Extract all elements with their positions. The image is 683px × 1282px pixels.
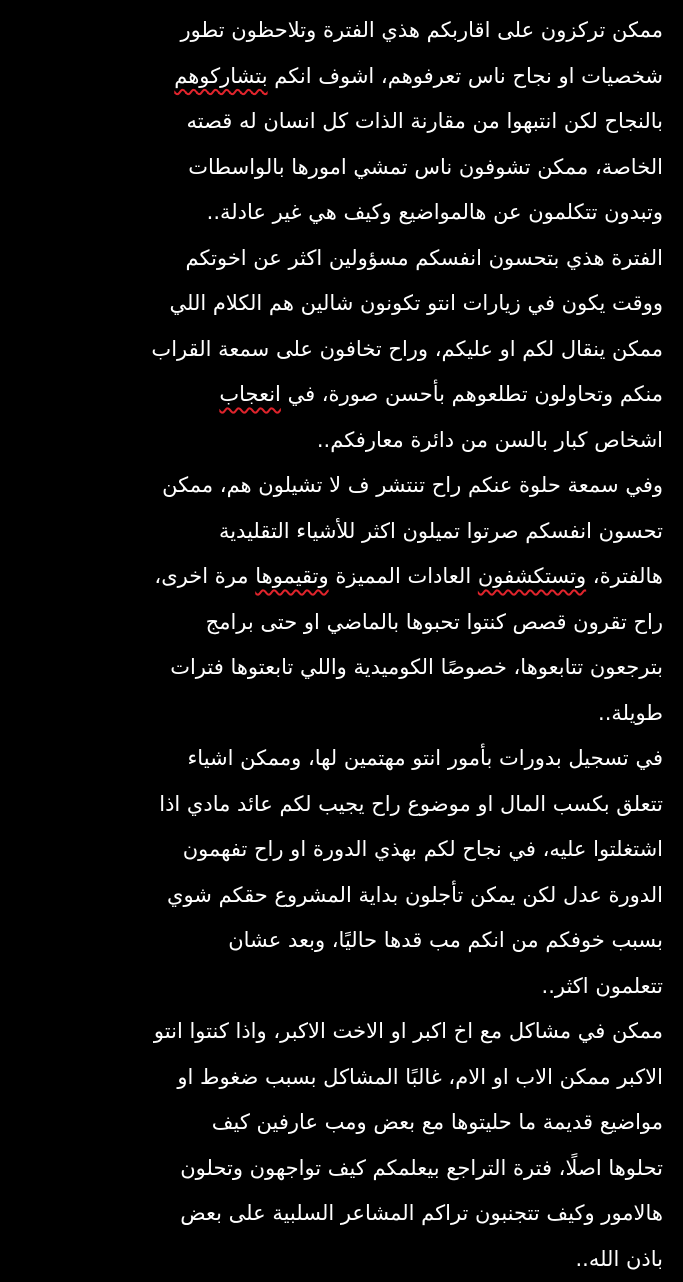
text-line [20,463,663,509]
note-text-view[interactable] [20,8,663,1200]
text-segment: الفترة هذي بتحسون انفسكم مسؤولين اكثر عن اخوتكم [186,246,663,270]
text-segment: طويلة.. [598,701,663,725]
text-segment: ممكن تركزون على اقاربكم هذي الفترة وتلاحظون تطور [181,18,663,42]
text-segment: راح تقرون قصص كنتوا تحبوها بالماضي او حتى برامج [206,610,663,634]
text-segment: العادات المميزة [329,564,478,588]
text-line [20,600,663,646]
text-segment: بترجعون تتابعوها، خصوصًا الكوميدية واللي تابعتوها فترات [170,655,663,679]
text-segment: شخصيات او نجاح ناس تعرفوهم، اشوف انكم [268,64,663,88]
text-line [20,54,663,100]
text-line [20,782,663,828]
text-line [20,1191,663,1237]
text-line [20,99,663,145]
text-segment: هالفترة، [586,564,663,588]
misspelled-word[interactable]: وتستكشفون [478,564,586,588]
text-line [20,964,663,1010]
text-segment: الدورة عدل لكن يمكن تأجلون بداية المشروع حقكم شوي [167,883,663,907]
text-segment: تحسون انفسكم صرتوا تميلون اكثر للأشياء التقليدية [219,519,663,543]
text-segment: مواضيع قديمة ما حليتوها مع بعض ومب عارفين كيف [212,1110,663,1134]
text-segment: في تسجيل بدورات بأمور انتو مهتمين لها، وممكن اشياء [187,746,663,770]
text-segment: بسبب خوفكم من انكم مب قدها حاليًا، وبعد عشان [228,928,663,952]
text-segment: ووقت يكون في زيارات انتو تكونون شالين هم الكلام اللي [170,291,664,315]
text-segment: اشتغلتوا عليه، في نجاح لكم بهذي الدورة او راح تفهمون [183,837,663,861]
text-line [20,509,663,555]
text-line [20,918,663,964]
text-line [20,1055,663,1101]
text-line [20,827,663,873]
text-segment: منكم وتحاولون تطلعوهم بأحسن صورة، في [281,382,663,406]
text-segment: الاكبر ممكن الاب او الام، غالبًا المشاكل بسبب ضغوط او [177,1065,663,1089]
text-segment: الخاصة، ممكن تشوفون ناس تمشي امورها بالواسطات [188,155,663,179]
text-line [20,736,663,782]
text-segment: بالنجاح لكن انتبهوا من مقارنة الذات كل انسان له قصته [186,109,663,133]
text-line [20,145,663,191]
text-line [20,1100,663,1146]
text-line [20,236,663,282]
text-line [20,418,663,464]
text-line [20,8,663,54]
text-segment: هالامور وكيف تتجنبون تراكم المشاعر السلبية على بعض [180,1201,663,1225]
misspelled-word[interactable]: انعجاب [219,382,281,406]
text-segment: تتعلمون اكثر.. [542,974,663,998]
text-segment: ممكن ينقال لكم او عليكم، وراح تخافون على سمعة القراب [151,337,663,361]
text-line [20,1237,663,1282]
text-line [20,1146,663,1192]
text-line [20,327,663,373]
misspelled-word[interactable]: بتشاركوهم [174,64,267,88]
text-segment: اشخاص كبار بالسن من دائرة معارفكم.. [317,428,663,452]
text-line [20,372,663,418]
text-line [20,645,663,691]
text-line [20,190,663,236]
text-line [20,873,663,919]
text-segment: باذن الله.. [576,1247,664,1271]
text-segment: وفي سمعة حلوة عنكم راح تنتشر ف لا تشيلون هم، ممكن [162,473,663,497]
text-segment: مرة اخرى، [154,564,255,588]
text-segment: ممكن في مشاكل مع اخ اكبر او الاخت الاكبر، واذا كنتوا انتو [154,1019,663,1043]
misspelled-word[interactable]: وتقيموها [255,564,328,588]
text-line [20,554,663,600]
text-segment: وتبدون تتكلمون عن هالمواضيع وكيف هي غير عادلة.. [207,200,663,224]
text-line [20,1009,663,1055]
text-segment: تحلوها اصلًا، فترة التراجع بيعلمكم كيف تواجهون وتحلون [180,1156,663,1180]
text-line [20,281,663,327]
text-segment: تتعلق بكسب المال او موضوع راح يجيب لكم عائد مادي اذا [159,792,663,816]
text-line [20,691,663,737]
